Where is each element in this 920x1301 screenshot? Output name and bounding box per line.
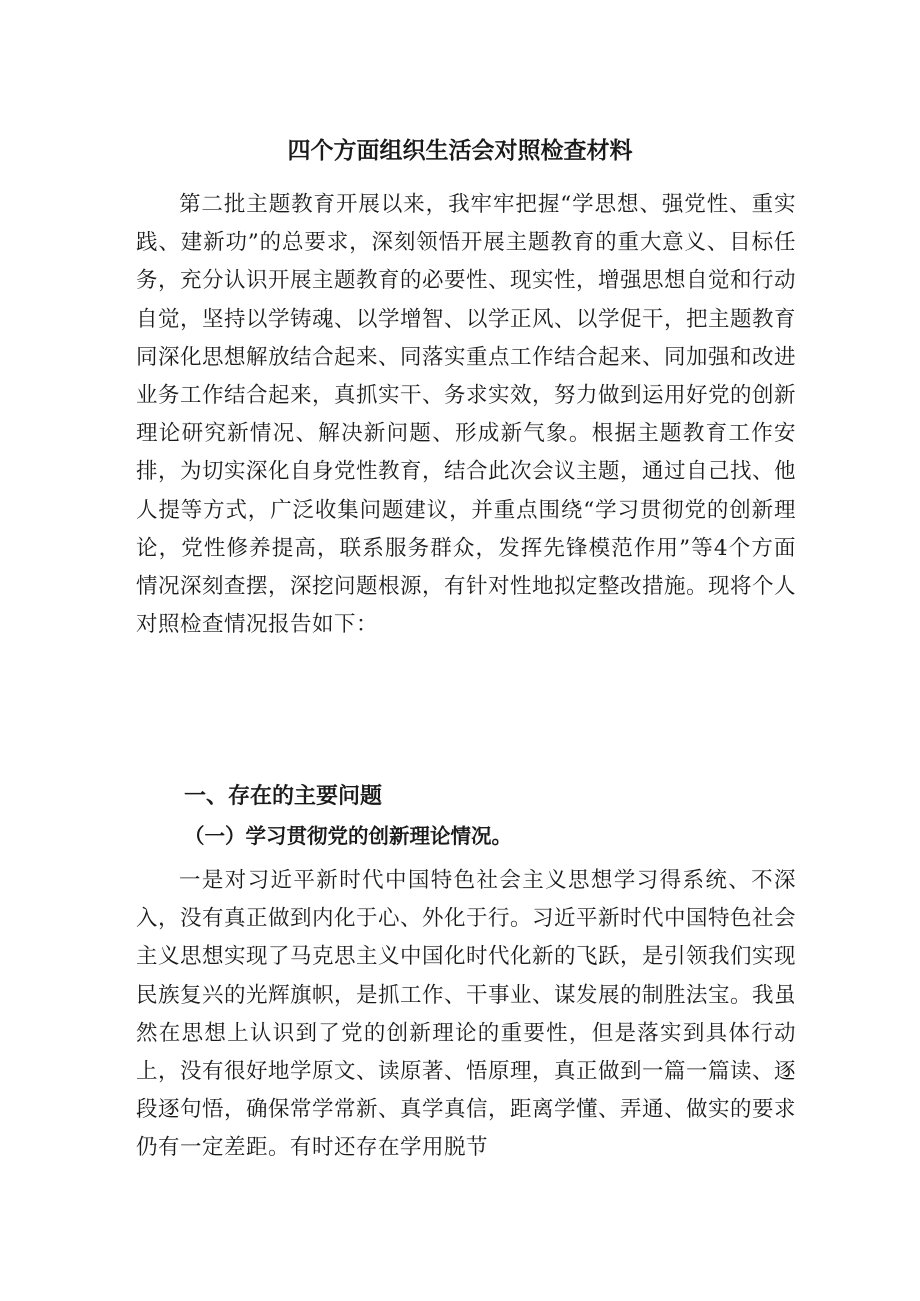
document-title: 四个方面组织生活会对照检查材料 [287,138,633,165]
section-heading-main-problems: 一、存在的主要问题 [184,784,383,809]
intro-paragraph: 第二批主题教育开展以来，我牢牢把握“学思想、强党性、重实践、建新功”的总要求，深刻领悟开展主题教育的重大意义、目标任务，充分认识开展主题教育的必要性、现实性，增强思想自觉和行动自觉，坚持以学铸魂、以学增智、以学正风、以学促干，把主题教育同深化思想解放结合起来、同落实重点工作结合起来、同加强和改进业务工作结合起来，真抓实干、务求实效，努力做到运用好党的创新理论研究新情况、解决新问题、形成新气象。根据主题教育工作安排，为切实深化自身党性教育，结合此次会议主题，通过自己找、他人提等方式，广泛收集问题建议，并重点围绕“学习贯彻党的创新理论，党性修养提高，联系服务群众，发挥先锋模范作用”等4个方面情况深刻查摆，深挖问题根源，有针对性地拟定整改措施。现将个人对照检查情况报告如下： [136,192,797,638]
subsection-heading-theory-study: （一）学习贯彻党的创新理论情况。 [184,824,512,848]
body-paragraph-1: 一是对习近平新时代中国特色社会主义思想学习得系统、不深入，没有真正做到内化于心、外化于行。习近平新时代中国特色社会主义思想实现了马克思主义中国化时代化新的飞跃，是引领我们实现民族复兴的光辉旗帜，是抓工作、干事业、谋发展的制胜法宝。我虽然在思想上认识到了党的创新理论的重要性，但是落实到具体行动上，没有很好地学原文、读原著、悟原理，真正做到一篇一篇读、逐段逐句悟，确保常学常新、真学真信，距离学懂、弄通、做实的要求仍有一定差距。有时还存在学用脱节 [136,868,797,1161]
